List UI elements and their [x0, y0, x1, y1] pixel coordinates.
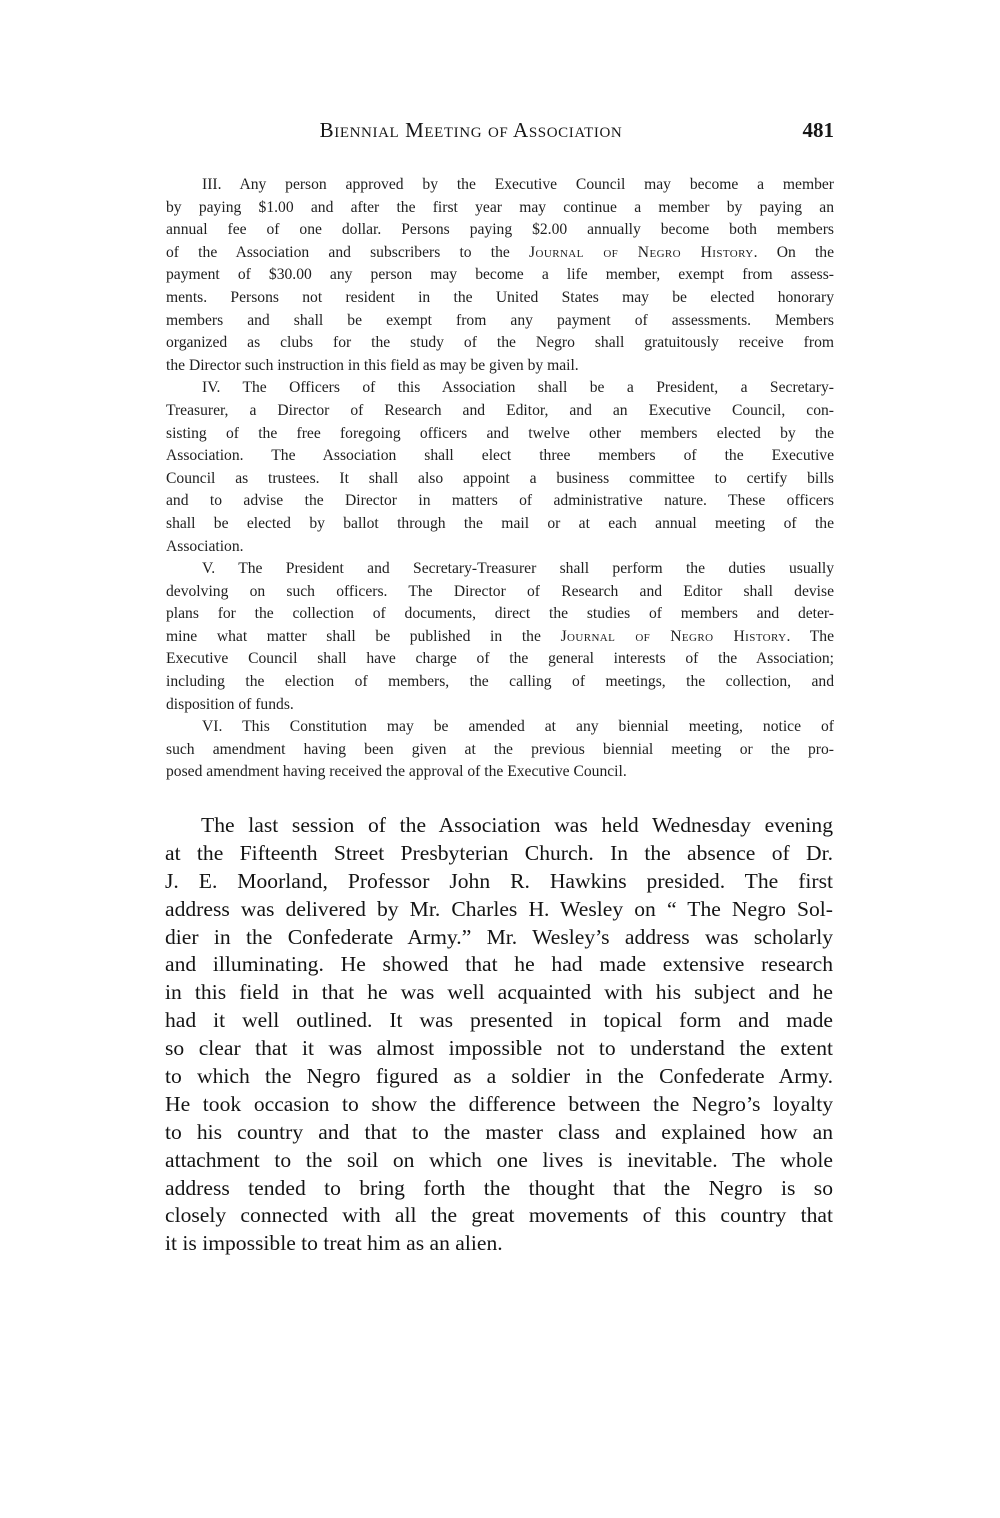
text-line: annual fee of one dollar. Persons paying $2.00 annually become both members [166, 221, 834, 239]
text-line: Council as trustees. It shall also appoint a business committee to certify bills [166, 469, 834, 487]
text-line: such amendment having been given at the previous biennial meeting or the pro- [166, 740, 834, 758]
constitution-articles [166, 174, 834, 784]
text-line: attachment to the soil on which one lives is inevitable. The whole [165, 1147, 833, 1172]
journal-title: Journal of Negro History [560, 627, 787, 645]
article-iii [166, 174, 834, 377]
text-line: devolving on such officers. The Director of Research and Editor shall devise [166, 582, 834, 600]
text-line: Association. [166, 537, 244, 555]
narrative-paragraph [165, 812, 833, 1258]
text-line: The last session of the Association was held Wednesday evening [201, 813, 833, 837]
text-line: J. E. Moorland, Professor John R. Hawkins presided. The first [165, 868, 833, 893]
running-title: Biennial Meeting of Association [319, 118, 623, 142]
journal-title: Journal of Negro History [529, 243, 754, 261]
text-line: ments. Persons not resident in the United States may be elected honorary [166, 288, 834, 306]
text-line: by paying $1.00 and after the first year may continue a member by paying an [166, 198, 834, 216]
text-line: Association. The Association shall elect three members of the Executive [166, 447, 834, 465]
text-line: closely connected with all the great movements of this country that [165, 1203, 833, 1228]
text-line: mine what matter shall be published in the Journal of Negro History. The [166, 627, 834, 645]
text-line: organized as clubs for the study of the Negro shall gratuitously receive from [166, 334, 834, 352]
text-line: to which the Negro figured as a soldier in the Confederate Army. [165, 1064, 833, 1089]
text-line: V. The President and Secretary-Treasurer shall perform the duties usually [202, 560, 834, 578]
text-line: payment of $30.00 any person may become a life member, exempt from assess- [166, 266, 834, 284]
text-line: III. Any person approved by the Executive Council may become a member [202, 176, 834, 193]
text-line: sisting of the free foregoing officers and twelve other members elected by the [166, 424, 834, 442]
text-line: posed amendment having received the approval of the Executive Council. [166, 763, 627, 781]
text-line: address was delivered by Mr. Charles H. Wesley on “ The Negro Sol- [165, 896, 833, 921]
article-iv [166, 377, 834, 558]
text-line: and to advise the Director in matters of administrative nature. These officers [166, 492, 834, 510]
article-v [166, 558, 834, 716]
text-line: plans for the collection of documents, direct the studies of members and deter- [166, 605, 834, 623]
text-line: He took occasion to show the difference between the Negro’s loyalty [165, 1091, 833, 1116]
text-line: of the Association and subscribers to the Journal of Negro History. On the [166, 243, 834, 261]
text-line: shall be elected by ballot through the mail or at each annual meeting of the [166, 514, 834, 532]
text-line: at the Fifteenth Street Presbyterian Church. In the absence of Dr. [165, 840, 833, 865]
text-line: VI. This Constitution may be amended at any biennial meeting, notice of [202, 718, 834, 736]
text-line: in this field in that he was well acquainted with his subject and he [165, 980, 833, 1005]
text-line: address tended to bring forth the thought that the Negro is so [165, 1175, 833, 1200]
text-line: it is impossible to treat him as an alien. [165, 1231, 503, 1256]
text-line: members and shall be exempt from any payment of assessments. Members [166, 311, 834, 329]
page-number: 481 [802, 118, 834, 142]
text-line: IV. The Officers of this Association shall be a President, a Secretary- [202, 379, 834, 397]
text-line: so clear that it was almost impossible not to understand the extent [165, 1036, 833, 1061]
text-line: Treasurer, a Director of Research and Editor, and an Executive Council, con- [166, 401, 834, 419]
text-line: including the election of members, the calling of meetings, the collection, and [166, 673, 834, 691]
text-line: Executive Council shall have charge of the general interests of the Association; [166, 650, 834, 668]
article-vi [166, 716, 834, 784]
text-line: dier in the Confederate Army.” Mr. Wesley’s address was scholarly [165, 924, 833, 949]
text-line: disposition of funds. [166, 695, 294, 713]
text-line: had it well outlined. It was presented in topical form and made [165, 1008, 833, 1033]
text-line: to his country and that to the master class and explained how an [165, 1119, 833, 1144]
text-line: and illuminating. He showed that he had made extensive research [165, 952, 833, 977]
running-head [166, 118, 834, 148]
text-line: the Director such instruction in this field as may be given by mail. [166, 356, 579, 374]
